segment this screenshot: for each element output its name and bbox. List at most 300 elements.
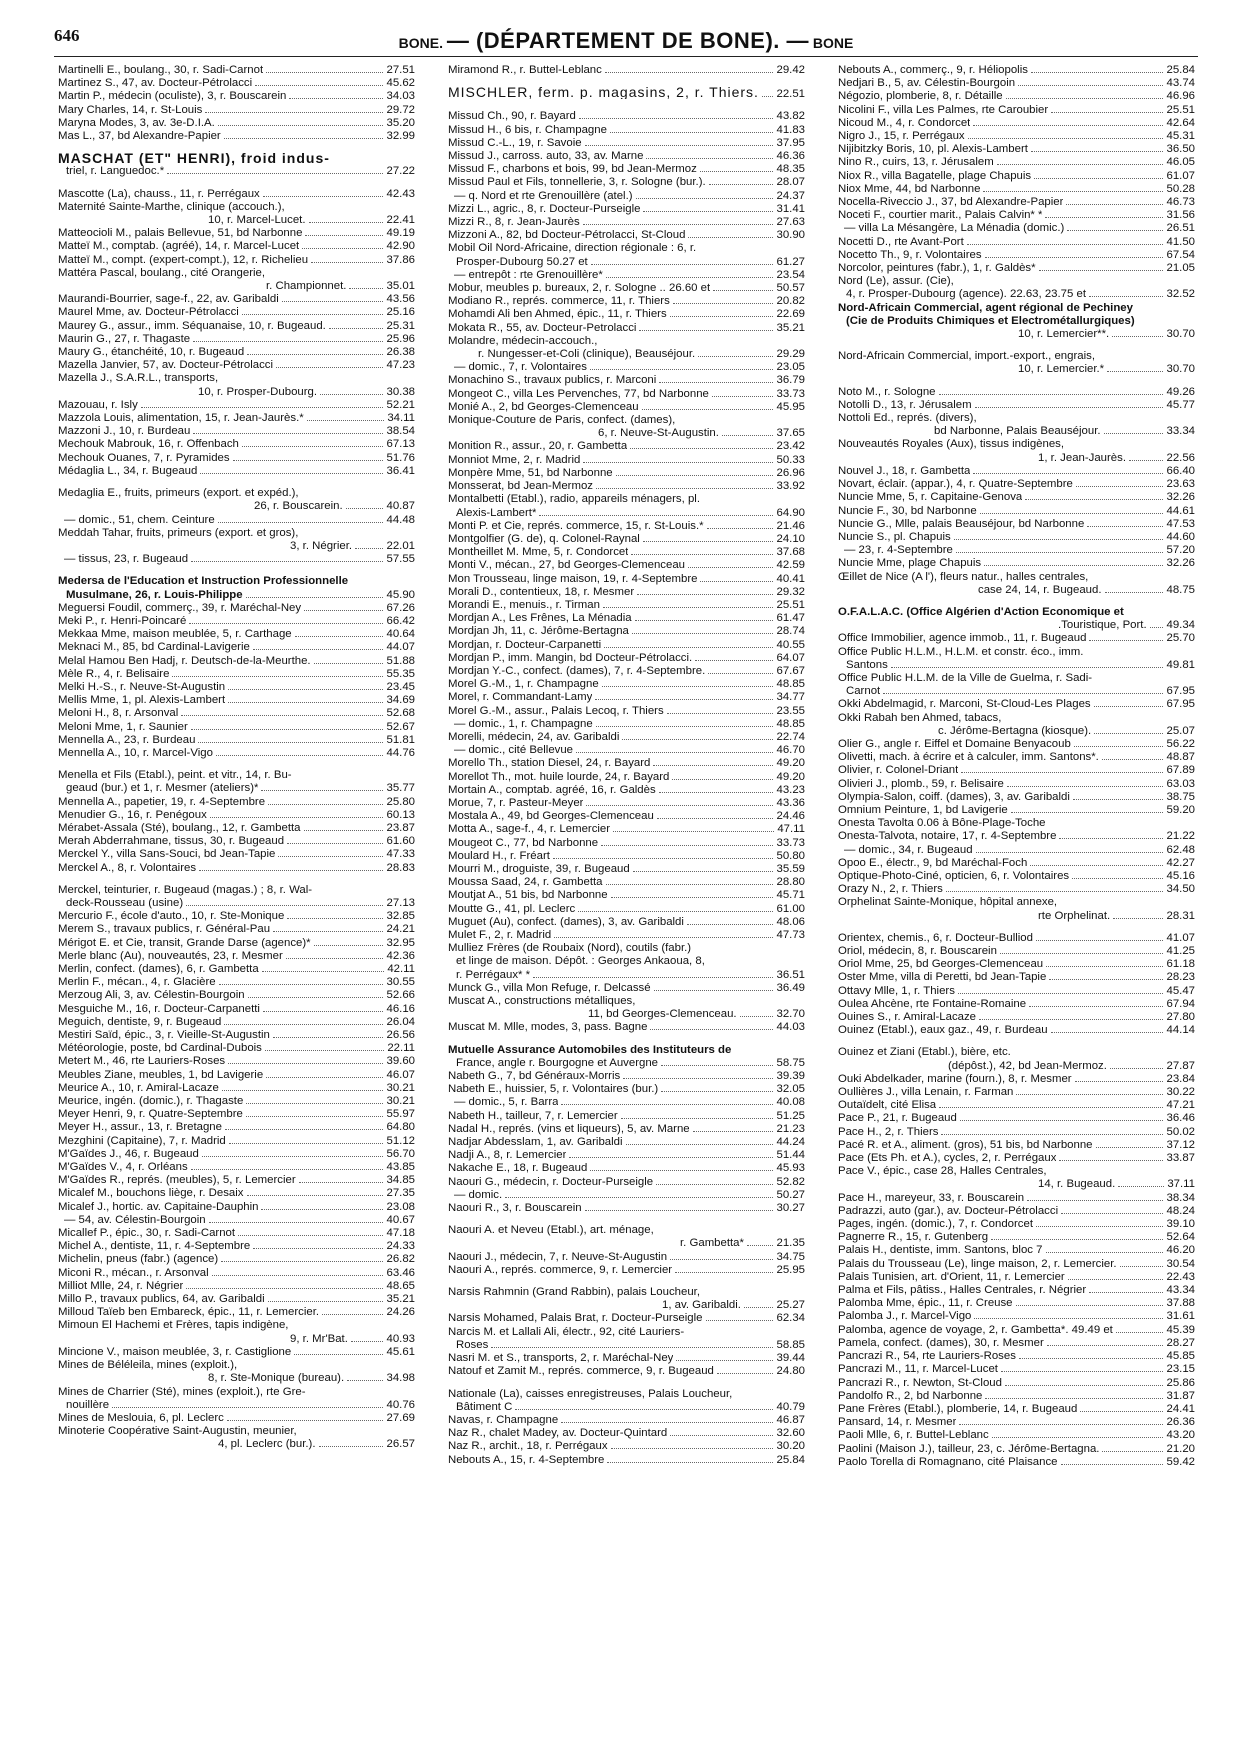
listing-entry (448, 1083, 805, 1096)
listing-entry (838, 1060, 1195, 1073)
listing-number: 34.85 (386, 1174, 415, 1187)
dot-leader (1129, 460, 1163, 461)
dot-leader (210, 817, 384, 818)
listing-entry (58, 668, 415, 681)
listing-number: 29.72 (386, 103, 415, 116)
directory-column-3 (838, 64, 1195, 1469)
dot-leader (287, 843, 383, 844)
listing-name: Nedjari B., 5, av. Célestin-Bourgoin (838, 77, 1016, 90)
dot-leader (992, 1437, 1164, 1438)
listing-number: 55.97 (386, 1108, 415, 1121)
listing-name: Meyer Henri, 9, r. Quatre-Septembre (58, 1108, 243, 1121)
listing-name: Nebouts A., 15, r. 4-Septembre (448, 1453, 605, 1466)
listing-number: 30.21 (386, 1081, 415, 1094)
listing-entry (448, 507, 805, 520)
listing-name: Morel, r. Commandant-Lamy (448, 691, 593, 704)
listing-name: Nuncie F., 30, bd Narbonne (838, 504, 977, 517)
listing-entry (58, 1227, 415, 1240)
listing-entry (448, 1454, 805, 1467)
listing-number: 24.37 (776, 189, 805, 202)
listing-entry (838, 1377, 1195, 1390)
listing-number: 37.68 (776, 546, 805, 559)
listing-entry (448, 559, 805, 572)
listing-entry (58, 782, 415, 795)
listing-number: 22.69 (776, 308, 805, 321)
listing-entry (838, 698, 1195, 711)
listing-entry (838, 452, 1195, 465)
dot-leader (611, 897, 774, 898)
dot-leader (221, 1261, 383, 1262)
dot-leader (228, 702, 383, 703)
listing-number: 26.51 (1166, 222, 1195, 235)
dot-leader (613, 831, 774, 832)
listing-number: 43.23 (776, 783, 805, 796)
listing-entry (448, 1401, 805, 1414)
listing-number: 21.23 (776, 1122, 805, 1135)
listing-name: Morel G.-M., assur., Palais Lecoq, r. Thiers (448, 704, 664, 717)
listing-name: Maryna Modes, 3, av. 3e-D.I.A. (58, 116, 215, 129)
listing-name: rte Orphelinat. (1038, 909, 1111, 922)
listing-name: Morelli, médecin, 24, av. Garibaldi (448, 730, 620, 743)
listing-entry (838, 1443, 1195, 1456)
listing-name: Naouri A., représ. commerce, 9, r. Lemercier (448, 1263, 673, 1276)
listing-entry (448, 480, 805, 493)
listing-name: Mazzoni J., 10, r. Burdeau (58, 425, 191, 438)
dot-leader (228, 689, 383, 690)
listing-number: 24.26 (386, 1306, 415, 1319)
listing-number: 67.54 (1166, 248, 1195, 261)
listing-number: 64.07 (776, 651, 805, 664)
listing-name: Mazouau, r. Isly (58, 398, 138, 411)
listing-number: 44.61 (1166, 504, 1195, 517)
listing-number: 27.22 (386, 165, 415, 178)
listing-name: MISCHLER, ferm. p. magasins, 2, r. Thiers. (448, 86, 759, 100)
listing-name: Meurice A., 10, r. Amiral-Lacaze (58, 1081, 219, 1094)
listing-number: 47.33 (386, 848, 415, 861)
listing-entry (448, 203, 805, 216)
listing-entry (448, 1070, 805, 1083)
listing-entry (838, 998, 1195, 1011)
listing-entry (58, 1055, 415, 1068)
listing-name: Mas L., 37, bd Alexandre-Papier (58, 130, 221, 143)
listing-entry (838, 1337, 1195, 1350)
dot-leader (253, 1248, 383, 1249)
dot-leader (1068, 1279, 1164, 1280)
dot-leader (591, 264, 774, 265)
listing-entry (58, 214, 415, 227)
listing-entry (58, 1095, 415, 1108)
dot-leader (717, 1373, 774, 1374)
listing-name: 4, r. Prosper-Dubourg (agence). 22.63, 23.75 et (846, 288, 1086, 301)
listing-name: Mekkaa Mme, maison meublée, 5, r. Carthage (58, 628, 292, 641)
dot-leader (569, 1157, 773, 1158)
dot-leader (1076, 486, 1164, 487)
listing-continuation: Maternité Sainte-Marthe, clinique (accouch.), (58, 200, 285, 213)
listing-entry (58, 412, 415, 425)
listing-name: Mizzi R., 8, r. Jean-Jaurès (448, 216, 580, 229)
listing-name: — domic., 7, r. Volontaires (454, 361, 587, 374)
dot-leader (1059, 838, 1163, 839)
listing-number: 23.45 (386, 680, 415, 693)
listing-continuation: Naouri A. et Neveu (Etabl.), art. ménage, (448, 1224, 654, 1237)
listing-number: 63.03 (1166, 777, 1195, 790)
listing-entry (58, 1438, 415, 1451)
listing-name: Norcolor, peintures (fabr.), 1, r. Galdès* (838, 262, 1036, 275)
listing-number: 48.35 (776, 163, 805, 176)
dot-leader (1046, 1252, 1164, 1253)
listing-number: 50.80 (776, 849, 805, 862)
listing-continuation: Office Public H.L.M., H.L.M. et constr. éco., imm. (838, 645, 1084, 658)
listing-entry (58, 1121, 415, 1134)
listing-number: 37.11 (1167, 1178, 1195, 1191)
dot-leader (329, 328, 384, 329)
listing-name: Nadjar Abdesslam, 1, av. Garibaldi (448, 1136, 623, 1149)
listing-entry (838, 1011, 1195, 1024)
dot-leader (939, 1107, 1163, 1108)
listing-number: 40.79 (776, 1400, 805, 1413)
listing-name: Maurey G., assur., imm. Séquanaise, 10, r. Bugeaud. (58, 319, 326, 332)
listing-number: 43.20 (1166, 1429, 1195, 1442)
listing-name: Moutte G., 41, pl. Leclerc (448, 902, 576, 915)
listing-name: Olivetti, mach. à écrire et à calculer, imm. Santons*. (838, 751, 1099, 764)
listing-name: Bâtiment C (456, 1400, 513, 1413)
listing-name: Meloni Mme, 1, r. Saunier (58, 720, 188, 733)
dot-leader (1120, 1266, 1164, 1267)
listing-entry (838, 156, 1195, 169)
dot-leader (294, 1354, 383, 1355)
listing-entry (448, 1365, 805, 1378)
listing-number: 32.70 (776, 1008, 805, 1021)
listing-entry (838, 1456, 1195, 1469)
listing-number: 33.87 (1166, 1152, 1195, 1165)
listing-number: 33.73 (776, 836, 805, 849)
dot-leader (193, 433, 383, 434)
listing-name: Omnium Peinture, 1, bd Lavigerie (838, 803, 1008, 816)
listing-number: 46.36 (776, 150, 805, 163)
listing-name: Pace H., mareyeur, 33, r. Bouscarein (838, 1191, 1025, 1204)
listing-entry (58, 1306, 415, 1319)
listing-entry (838, 143, 1195, 156)
listing-entry (838, 170, 1195, 183)
dot-leader (349, 288, 383, 289)
listing-name: — q. Nord et rte Grenouillère (atel.) (454, 189, 633, 202)
listing-name: Meloni H., 8, r. Arsonval (58, 707, 179, 720)
listing-name: Noto M., r. Sologne (838, 385, 936, 398)
dot-leader (282, 301, 384, 302)
listing-entry (838, 531, 1195, 544)
listing-entry (448, 1110, 805, 1123)
listing-number: 27.35 (386, 1187, 415, 1200)
listing-entry (448, 929, 805, 942)
listing-number: 49.26 (1166, 385, 1195, 398)
listing-entry (448, 1202, 805, 1215)
listing-name: Monti V., mécan., 27, bd Georges-Clemenceau (448, 559, 686, 572)
listing-number: 30.38 (386, 385, 415, 398)
dot-leader (708, 673, 773, 674)
listing-entry (58, 1016, 415, 1029)
listing-number: 37.65 (776, 427, 805, 440)
listing-entry (58, 280, 415, 293)
listing-entry (838, 971, 1195, 984)
listing-number: 39.44 (776, 1352, 805, 1365)
listing-entry (838, 870, 1195, 883)
listing-name: Paolini (Maison J.), tailleur, 23, c. Jérôme-Bertagna. (838, 1442, 1100, 1455)
listing-name: Alexis-Lambert* (456, 506, 537, 519)
listing-name: Mesguiche M., 16, r. Docteur-Carpanetti (58, 1002, 260, 1015)
listing-name: Morel G.-M., 1, r. Champagne (448, 678, 599, 691)
listing-number: 41.07 (1166, 931, 1195, 944)
listing-entry (448, 190, 805, 203)
dot-leader (654, 990, 774, 991)
dot-leader (1061, 1213, 1163, 1214)
listing-number: 30.70 (1166, 328, 1195, 341)
listing-number: 49.81 (1166, 658, 1195, 671)
dot-leader (747, 1245, 774, 1246)
listing-number: 32.52 (1166, 288, 1195, 301)
listing-entry (838, 518, 1195, 531)
dot-leader (278, 856, 383, 857)
dot-leader (295, 636, 384, 637)
listing-name: Mougeot C., 77, bd Narbonne (448, 836, 599, 849)
dot-leader (695, 660, 773, 661)
listing-name: Pace (Ets Ph. et A.), cycles, 2, r. Perrégaux (838, 1152, 1057, 1165)
listing-name: 11, bd Georges-Clemenceau. (588, 1008, 737, 1021)
listing-number: 35.20 (386, 116, 415, 129)
listing-number: 43.36 (776, 796, 805, 809)
dot-leader (1113, 918, 1163, 919)
listing-name: 4, pl. Leclerc (bur.). (218, 1438, 316, 1451)
dot-leader (218, 522, 384, 523)
listing-name: Oriol, médecin, 8, r. Bouscarein (838, 945, 997, 957)
listing-entry (58, 1293, 415, 1306)
listing-number: 25.86 (1166, 1376, 1195, 1389)
dot-leader (1051, 1032, 1164, 1033)
listing-entry (838, 77, 1195, 90)
listing-entry (448, 295, 805, 308)
listing-name: Outaïdelt, cité Elisa (838, 1099, 937, 1112)
dot-leader (642, 409, 774, 410)
listing-name: Négozio, plomberie, 8, r. Détaille (838, 90, 1003, 103)
listing-entry (58, 721, 415, 734)
dot-leader (687, 924, 774, 925)
dot-leader (205, 112, 383, 113)
listing-continuation: Narsis Rahmnin (Grand Rabbin), palais Loucheur, (448, 1286, 700, 1299)
listing-entry (838, 90, 1195, 103)
listing-name: Montgolfier (G. de), q. Colonel-Raynal (448, 532, 640, 545)
listing-entry (838, 804, 1195, 817)
listing-number: 48.75 (1166, 583, 1195, 596)
listing-entry (838, 1073, 1195, 1086)
listing-entry (58, 465, 415, 478)
running-title-center: — (DÉPARTEMENT DE BONE). — (446, 28, 810, 53)
listing-entry (448, 797, 805, 810)
listing-entry (58, 1346, 415, 1359)
listing-name: Morellot Th., mot. huile lourde, 24, r. Bayard (448, 770, 670, 783)
listing-number: 46.16 (386, 1002, 415, 1015)
dot-leader (1089, 296, 1164, 297)
listing-name: Nuncie G., Mlle, palais Beauséjour, bd Narbonne (838, 517, 1085, 530)
dot-leader (670, 316, 774, 317)
dot-leader (1094, 733, 1163, 734)
listing-number: 35.21 (386, 1293, 415, 1306)
listing-name: Novart, éclair. (appar.), 4, r. Quatre-Septembre (838, 478, 1073, 491)
listing-name: Palomba, agence de voyage, 2, r. Gambetta*. 49.49 et (838, 1323, 1113, 1336)
listing-entry (58, 655, 415, 668)
listing-name: Nocetto Th., 9, r. Volontaires (838, 248, 982, 261)
dot-leader (1018, 85, 1163, 86)
listing-number: 49.19 (386, 227, 415, 240)
listing-number: 58.75 (776, 1056, 805, 1069)
listing-name: triel, r. Languedoc.* (66, 165, 165, 178)
listing-number: 42.64 (1166, 116, 1195, 129)
listing-name: — domic., 5, r. Barra (454, 1096, 559, 1109)
listing-entry (838, 1403, 1195, 1416)
listing-number: 23.42 (776, 440, 805, 453)
listing-number: 49.20 (776, 770, 805, 783)
dot-leader (209, 1222, 384, 1223)
listing-name: Meurice, ingén. (domic.), r. Thagaste (58, 1095, 244, 1108)
listing-number: 47.23 (386, 359, 415, 372)
listing-number: 51.76 (386, 451, 415, 464)
listing-number: 42.59 (776, 559, 805, 572)
listing-number: 46.96 (1166, 90, 1195, 103)
listing-entry (58, 1267, 415, 1280)
listing-name: nouillère (66, 1398, 110, 1411)
listing-name: Mulet F., 2, r. Madrid (448, 929, 552, 941)
dot-leader (973, 473, 1163, 474)
dot-leader (605, 72, 774, 73)
listing-continuation: Mazella J., S.A.R.L., transports, (58, 372, 219, 385)
listing-number: 25.80 (386, 795, 415, 808)
dot-leader (1074, 746, 1164, 747)
listing-name: Prosper-Dubourg 50.27 et (456, 255, 588, 268)
dot-leader (606, 884, 774, 885)
listing-name: Mon Trousseau, linge maison, 19, r. 4-Septembre (448, 572, 698, 585)
listing-number: 25.84 (1166, 64, 1195, 76)
dot-leader (595, 699, 773, 700)
dot-leader (700, 581, 773, 582)
listing-number: 27.51 (386, 64, 415, 76)
listing-entry (448, 1264, 805, 1277)
listing-number: 29.32 (776, 585, 805, 598)
listing-number: 67.94 (1166, 997, 1195, 1010)
listing-entry (838, 1271, 1195, 1284)
listing-name: Orazy N., 2, r. Thiers (838, 883, 943, 896)
listing-name: Nigro J., 15, r. Perrégaux (838, 130, 965, 143)
listing-name: r. Gambetta* (680, 1237, 744, 1250)
listing-entry (58, 359, 415, 372)
dot-leader (167, 173, 383, 174)
listing-number: 23.63 (1166, 478, 1195, 491)
listing-name: Opoo E., électr., 9, bd Maréchal-Foch (838, 856, 1028, 869)
listing-number: 52.82 (776, 1175, 805, 1188)
listing-name: Merckel Y., villa Sans-Souci, bd Jean-Tapie (58, 848, 276, 861)
listing-name: Mordjan P., imm. Mangin, bd Docteur-Pétrolacci. (448, 651, 693, 664)
listing-entry (838, 764, 1195, 777)
dot-leader (976, 852, 1164, 853)
listing-name: Moulard H., r. Fréart (448, 849, 550, 862)
listing-name: Palomba Mme, épic., 11, r. Creuse (838, 1297, 1013, 1310)
listing-number: 27.63 (776, 216, 805, 229)
listing-entry (838, 1139, 1195, 1152)
listing-entry (58, 1399, 415, 1412)
listing-entry (838, 222, 1195, 235)
dot-leader (539, 515, 773, 516)
dot-leader (983, 191, 1163, 192)
listing-entry (838, 685, 1195, 698)
listing-entry (448, 1237, 805, 1250)
dot-leader (224, 138, 384, 139)
dot-leader (637, 594, 773, 595)
listing-entry (58, 1069, 415, 1082)
dot-leader (1006, 98, 1164, 99)
listing-entry (58, 77, 415, 90)
dot-leader (622, 739, 773, 740)
listing-entry (838, 778, 1195, 791)
dot-leader (973, 125, 1163, 126)
dot-leader (287, 918, 383, 919)
listing-number: 34.03 (386, 90, 415, 103)
listing-entry (448, 969, 805, 982)
dot-leader (193, 341, 383, 342)
listing-number: 44.03 (776, 1021, 805, 1034)
listing-number: 27.87 (1166, 1059, 1195, 1072)
listing-entry (448, 665, 805, 678)
listing-entry (58, 848, 415, 861)
listing-name: Michelin, pneus (fabr.) (agence) (58, 1253, 219, 1266)
listing-name: Moussa Saad, 24, r. Gambetta (448, 876, 603, 889)
listing-entry (838, 236, 1195, 249)
listing-entry (448, 876, 805, 889)
listing-name: Monti P. et Cie, représ. commerce, 15, r. St-Louis.* (448, 519, 704, 532)
listing-name: Nuncie Mme, plage Chapuis (838, 557, 982, 570)
listing-name: Palma et Fils, pâtiss., Halles Centrales, r. Négrier (838, 1284, 1087, 1297)
listing-entry (58, 1082, 415, 1095)
dot-leader (958, 993, 1164, 994)
listing-name: Micallef P., épic., 30, r. Sadi-Carnot (58, 1227, 236, 1240)
listing-number: 42.27 (1166, 856, 1195, 869)
listing-name: Noceti F., courtier marit., Palais Calvin* * (838, 209, 1043, 222)
dot-leader (967, 244, 1164, 245)
listing-name: Office Immobilier, agence immob., 11, r. Bugeaud (838, 632, 1087, 645)
dot-leader (1025, 499, 1163, 500)
listing-entry (58, 976, 415, 989)
dot-leader (1031, 72, 1164, 73)
dot-leader (246, 1103, 383, 1104)
dot-leader (607, 1462, 773, 1463)
listing-number: 24.10 (776, 532, 805, 545)
listing-continuation: Orphelinat Sainte-Monique, hôpital annexe, (838, 896, 1058, 909)
listing-number: 28.74 (776, 625, 805, 638)
dot-leader (305, 235, 383, 236)
listing-number: 25.51 (776, 598, 805, 611)
listing-number: 45.71 (776, 889, 805, 902)
listing-continuation: Œillet de Nice (A l'), fleurs natur., halles centrales, (838, 570, 1089, 583)
listing-entry (58, 822, 415, 835)
listing-name: Mellis Mme, 1, pl. Alexis-Lambert (58, 694, 226, 707)
listing-entry (58, 165, 415, 178)
listing-number: 41.25 (1166, 945, 1195, 957)
listing-continuation: Mutuelle Assurance Automobiles des Instituteurs de (448, 1043, 732, 1056)
listing-name: Ouines S., r. Amiral-Lacaze (838, 1011, 977, 1024)
listing-entry (448, 810, 805, 823)
listing-entry (838, 399, 1195, 412)
listing-number: 26.56 (386, 1029, 415, 1042)
dot-leader (1116, 1332, 1164, 1333)
listing-entry (448, 903, 805, 916)
listing-name: Maurandi-Bourrier, sage-f., 22, av. Garibaldi (58, 293, 279, 306)
listing-name: 1, r. Jean-Jaurès. (1038, 451, 1127, 464)
